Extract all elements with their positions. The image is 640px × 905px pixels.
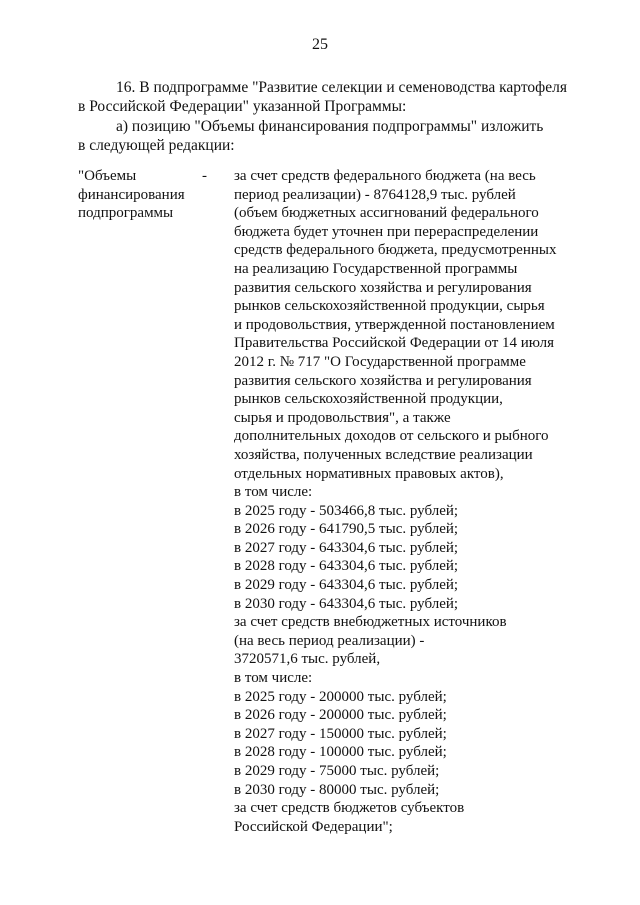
position-content-line: средств федерального бюджета, предусмотренных (234, 242, 557, 259)
position-content-line: (на весь период реализации) - (234, 632, 425, 649)
position-content-line: в 2027 году - 643304,6 тыс. рублей; (234, 539, 459, 556)
position-content-line: в 2025 году - 200000 тыс. рублей; (234, 688, 447, 705)
page-number: 25 (312, 36, 328, 53)
position-content-line: (объем бюджетных ассигнований федерального (234, 205, 539, 222)
position-content-line: в 2026 году - 200000 тыс. рублей; (234, 707, 447, 724)
position-content-line: в том числе: (234, 484, 313, 501)
position-content-line: за счет средств федерального бюджета (на весь (234, 168, 536, 184)
position-content-line: и продовольствия, утвержденной постановлением (234, 316, 555, 333)
position-content-line: Российской Федерации"; (234, 818, 393, 835)
paragraph-a-line-2: в следующей редакции: (78, 137, 235, 154)
paragraph-a (78, 117, 568, 155)
position-content-line: в 2025 году - 503466,8 тыс. рублей; (234, 502, 459, 519)
position-content-line: в 2027 году - 150000 тыс. рублей; (234, 725, 447, 742)
position-content-line: дополнительных доходов от сельского и рыбного (234, 428, 549, 445)
position-content-line: отдельных нормативных правовых актов), (234, 465, 504, 482)
paragraph-16 (78, 78, 568, 116)
position-dash: - (202, 168, 207, 184)
position-content-line: период реализации) - 8764128,9 тыс. рублей (234, 186, 516, 203)
position-content-line: развития сельского хозяйства и регулирования (234, 372, 532, 389)
position-content-line: Правительства Российской Федерации от 14 июля (234, 335, 555, 352)
paragraph-a-line-1: а) позицию "Объемы финансирования подпрограммы" изложить (116, 118, 544, 135)
paragraph-16-line-2: в Российской Федерации" указанной Программы: (78, 98, 407, 115)
position-content-line: в 2029 году - 643304,6 тыс. рублей; (234, 577, 459, 594)
position-content-line: хозяйства, полученных вследствие реализации (234, 446, 533, 463)
position-content-line: 2012 г. № 717 "О Государственной программе (234, 353, 526, 370)
position-content-line: бюджета будет уточнен при перераспределении (234, 223, 539, 240)
position-content-line: за счет средств бюджетов субъектов (234, 800, 465, 817)
position-content-line: рынков сельскохозяйственной продукции, (234, 391, 503, 408)
position-content-line: в 2028 году - 100000 тыс. рублей; (234, 744, 447, 761)
position-label-line: подпрограммы (78, 205, 174, 222)
position-content (234, 167, 574, 836)
position-content-line: на реализацию Государственной программы (234, 260, 518, 277)
position-content-line: развития сельского хозяйства и регулирования (234, 279, 532, 296)
position-label-line: финансирования (78, 186, 185, 203)
position-content-line: 3720571,6 тыс. рублей, (234, 651, 381, 668)
position-content-line: рынков сельскохозяйственной продукции, сырья (234, 298, 545, 315)
position-content-line: в 2029 году - 75000 тыс. рублей; (234, 763, 440, 779)
position-content-line: в том числе: (234, 670, 313, 687)
position-content-line: в 2030 году - 643304,6 тыс. рублей; (234, 595, 459, 612)
position-label-line: "Объемы (78, 168, 137, 184)
position-label (78, 167, 198, 223)
paragraph-16-line-1: 16. В подпрограмме "Развитие селекции и семеноводства картофеля (116, 79, 567, 96)
position-content-line: в 2026 году - 641790,5 тыс. рублей; (234, 521, 459, 538)
position-content-line: в 2028 году - 643304,6 тыс. рублей; (234, 558, 459, 575)
position-content-line: в 2030 году - 80000 тыс. рублей; (234, 781, 440, 798)
position-content-line: сырья и продовольствия", а также (234, 409, 451, 426)
position-content-line: за счет средств внебюджетных источников (234, 614, 507, 631)
